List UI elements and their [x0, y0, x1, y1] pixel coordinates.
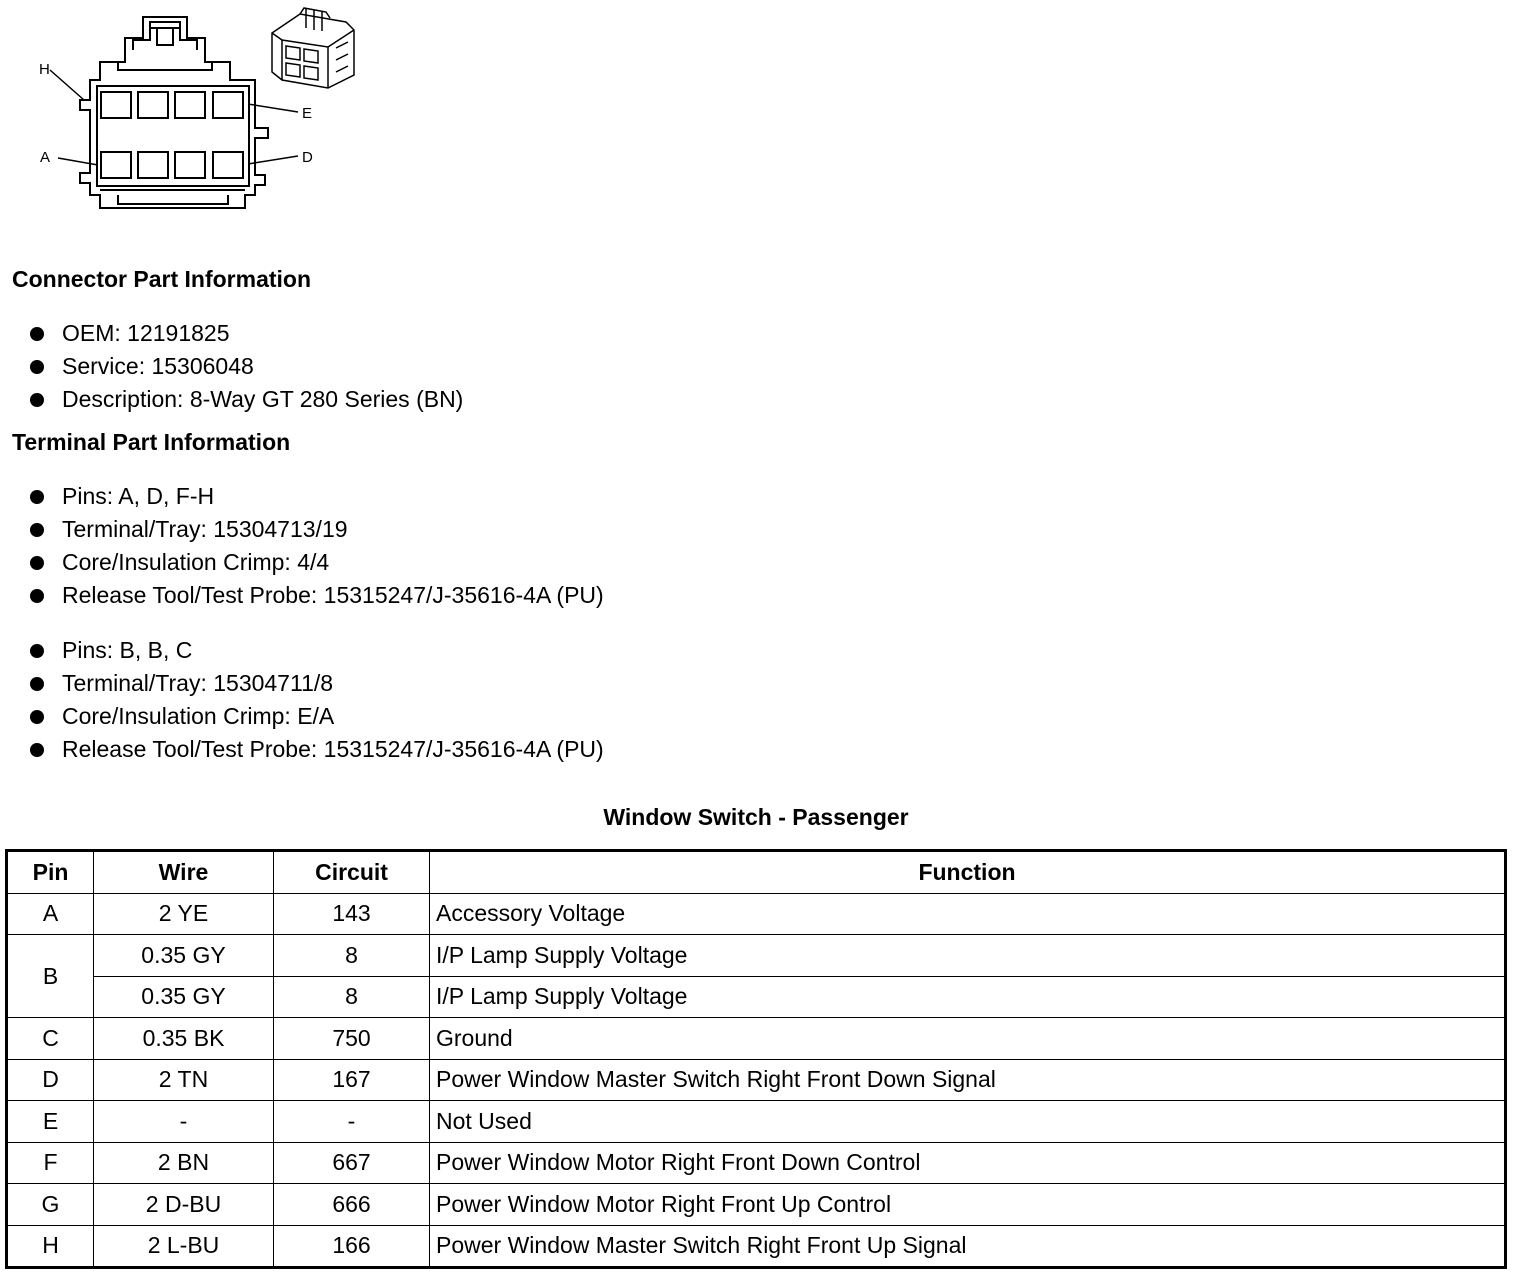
list-item	[28, 702, 604, 735]
cell-pin: D	[7, 1059, 94, 1101]
table-row	[7, 1225, 1506, 1268]
cell-circuit: 8	[274, 976, 430, 1018]
cell-function: Power Window Motor Right Front Up Control	[430, 1184, 1506, 1226]
pin-label-e: E	[302, 105, 313, 122]
cell-circuit: -	[274, 1101, 430, 1143]
cell-wire: 2 D-BU	[94, 1184, 274, 1226]
pinout-table	[5, 849, 1507, 1269]
cell-function: I/P Lamp Supply Voltage	[430, 976, 1506, 1018]
header-pin: Pin	[7, 851, 94, 894]
list-item-text: Release Tool/Test Probe: 15315247/J-35616-4A (PU)	[62, 736, 604, 762]
table-title: Window Switch - Passenger	[603, 804, 909, 830]
cavity-g	[138, 92, 168, 118]
bullet-icon	[30, 490, 44, 504]
cavity-a	[101, 152, 131, 178]
pin-label-a: A	[40, 149, 51, 166]
connector-part-heading: Connector Part Information	[12, 266, 312, 292]
list-item-text: Pins: B, B, C	[62, 637, 193, 663]
cell-pin: G	[7, 1184, 94, 1226]
list-item-text: Terminal/Tray: 15304713/19	[62, 516, 348, 542]
cavity-e	[213, 92, 243, 118]
header-wire: Wire	[94, 851, 274, 894]
cell-circuit: 667	[274, 1142, 430, 1184]
header-circuit: Circuit	[274, 851, 430, 894]
cell-circuit: 167	[274, 1059, 430, 1101]
cell-pin: E	[7, 1101, 94, 1143]
list-item	[28, 319, 463, 352]
cell-wire: 0.35 GY	[94, 935, 274, 977]
list-item	[28, 548, 604, 581]
bullet-icon	[30, 677, 44, 691]
table-row	[7, 893, 1506, 935]
cavity-c	[175, 152, 205, 178]
cavity-f	[175, 92, 205, 118]
table-row	[7, 1184, 1506, 1226]
bullet-icon	[30, 710, 44, 724]
list-item	[28, 669, 604, 702]
list-item-text: Pins: A, D, F-H	[62, 483, 215, 509]
table-header-row	[7, 851, 1506, 894]
list-item-text: Core/Insulation Crimp: 4/4	[62, 549, 330, 575]
cell-function: Accessory Voltage	[430, 893, 1506, 935]
cell-wire: -	[94, 1101, 274, 1143]
cell-circuit: 750	[274, 1018, 430, 1060]
bullet-icon	[30, 556, 44, 570]
terminal-part-list-2	[28, 636, 604, 768]
list-item	[28, 515, 604, 548]
cell-function: Power Window Motor Right Front Down Control	[430, 1142, 1506, 1184]
table-row	[7, 1018, 1506, 1060]
header-function: Function	[430, 851, 1506, 894]
pin-label-d: D	[302, 149, 313, 166]
cell-function: Power Window Master Switch Right Front Up Signal	[430, 1225, 1506, 1268]
list-item-text: OEM: 12191825	[62, 320, 230, 346]
connector-3d-icon	[272, 8, 354, 88]
table-row	[7, 935, 1506, 977]
connector-part-list	[28, 319, 463, 418]
cell-pin: C	[7, 1018, 94, 1060]
cell-wire: 2 TN	[94, 1059, 274, 1101]
list-item-text: Core/Insulation Crimp: E/A	[62, 703, 335, 729]
table-row	[7, 1142, 1506, 1184]
bullet-icon	[30, 589, 44, 603]
bullet-icon	[30, 743, 44, 757]
cell-wire: 2 L-BU	[94, 1225, 274, 1268]
cell-function: I/P Lamp Supply Voltage	[430, 935, 1506, 977]
pin-label-h: H	[39, 61, 50, 78]
cell-circuit: 143	[274, 893, 430, 935]
list-item-text: Service: 15306048	[62, 353, 254, 379]
cell-circuit: 8	[274, 935, 430, 977]
list-item-text: Description: 8-Way GT 280 Series (BN)	[62, 386, 464, 412]
cell-function: Not Used	[430, 1101, 1506, 1143]
list-item-text: Release Tool/Test Probe: 15315247/J-35616-4A (PU)	[62, 582, 604, 608]
table-row	[7, 976, 1506, 1018]
cavity-h	[101, 92, 131, 118]
list-item	[28, 636, 604, 669]
cell-wire: 2 BN	[94, 1142, 274, 1184]
cell-pin: F	[7, 1142, 94, 1184]
bullet-icon	[30, 644, 44, 658]
bullet-icon	[30, 393, 44, 407]
list-item	[28, 581, 604, 614]
list-item-text: Terminal/Tray: 15304711/8	[62, 670, 334, 696]
cell-function: Ground	[430, 1018, 1506, 1060]
cell-circuit: 166	[274, 1225, 430, 1268]
cell-wire: 2 YE	[94, 893, 274, 935]
list-item	[28, 352, 463, 385]
list-item	[28, 385, 463, 418]
list-item	[28, 735, 604, 768]
cell-pin: A	[7, 893, 94, 935]
bullet-icon	[30, 523, 44, 537]
cell-pin: H	[7, 1225, 94, 1268]
table-row	[7, 1101, 1506, 1143]
bullet-icon	[30, 360, 44, 374]
bullet-icon	[30, 327, 44, 341]
cell-function: Power Window Master Switch Right Front Down Signal	[430, 1059, 1506, 1101]
cavity-b	[138, 152, 168, 178]
cavity-d	[213, 152, 243, 178]
terminal-part-heading: Terminal Part Information	[12, 429, 291, 455]
cell-wire: 0.35 GY	[94, 976, 274, 1018]
cell-wire: 0.35 BK	[94, 1018, 274, 1060]
connector-diagram	[0, 0, 380, 220]
list-item	[28, 482, 604, 515]
terminal-part-list-1	[28, 482, 604, 614]
cell-circuit: 666	[274, 1184, 430, 1226]
table-row	[7, 1059, 1506, 1101]
cell-pin: B	[7, 935, 94, 1018]
